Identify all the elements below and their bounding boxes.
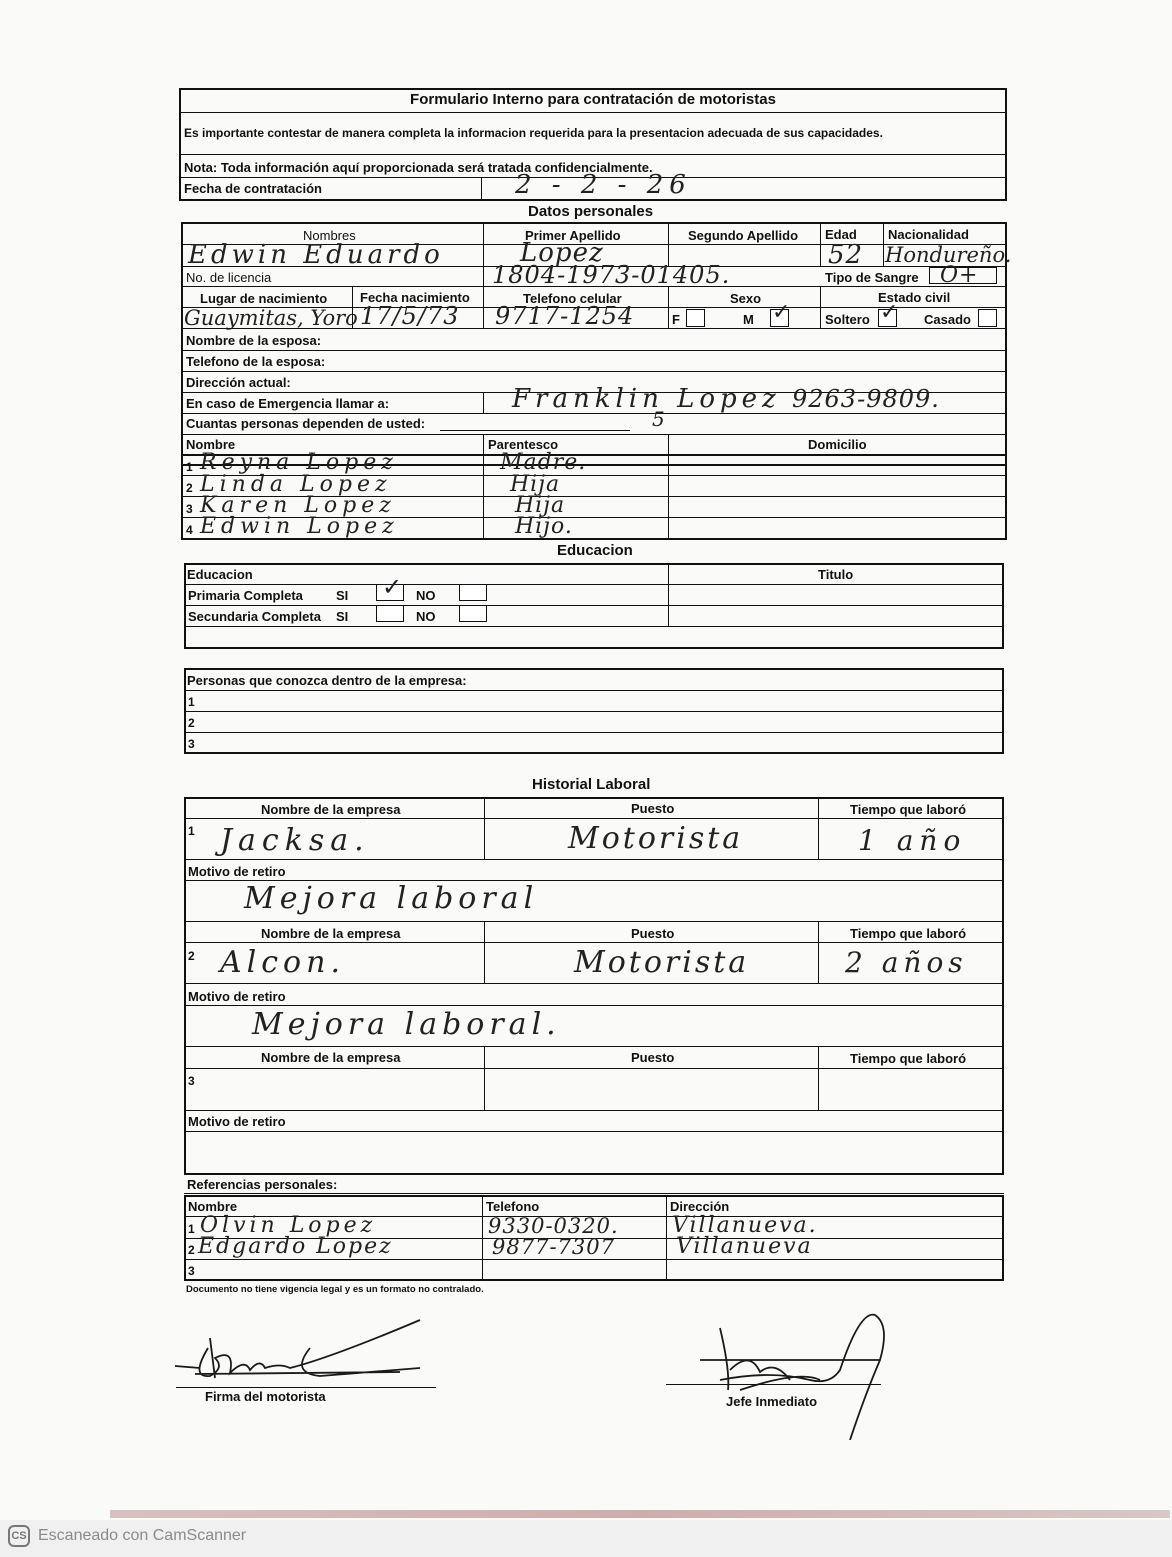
married-label: Casado [924, 312, 971, 327]
license-value: 1804-1973-01405. [492, 261, 731, 289]
form-title: Formulario Interno para contratación de motoristas [410, 91, 776, 108]
education-section-title: Educacion [557, 542, 633, 559]
acquaintance-row-number: 2 [188, 716, 195, 730]
dependent-row-number: 4 [186, 523, 193, 537]
position-header: Puesto [631, 801, 675, 816]
job-reason: Mejora laboral. [252, 1007, 561, 1042]
sex-header: Sexo [730, 291, 762, 306]
acquaintance-row-number: 3 [188, 737, 195, 751]
names-value: Edwin Eduardo [188, 240, 444, 270]
camscanner-icon: CS [8, 1525, 30, 1547]
primary-label: Primaria Completa [188, 588, 303, 603]
reference-row-number: 3 [188, 1264, 195, 1278]
reference-row-number: 2 [188, 1243, 195, 1257]
primary-yes-label: SI [336, 588, 349, 603]
time-header: Tiempo que laboró [850, 926, 967, 941]
dependents-relation-header: Parentesco [488, 437, 559, 452]
dependent-row-number: 2 [186, 481, 193, 495]
supervisor-signature [660, 1300, 910, 1440]
driver-signature-label: Firma del motorista [205, 1389, 326, 1404]
blood-type-value: O+ [940, 263, 979, 288]
education-header: Educacion [187, 567, 253, 582]
reference-name: Olvin Lopez [200, 1213, 377, 1238]
secondary-yes-checkbox[interactable] [376, 605, 404, 622]
references-name-header: Nombre [188, 1199, 238, 1214]
dependent-name: Karen Lopez [200, 493, 396, 518]
time-header: Tiempo que laboró [850, 1051, 967, 1066]
dependent-name: Linda Lopez [200, 472, 392, 497]
references-phone-header: Telefono [486, 1199, 540, 1214]
phone-header: Telefono celular [523, 291, 622, 306]
sex-f-checkbox[interactable] [686, 309, 705, 327]
reference-address: Villanueva [676, 1234, 813, 1259]
emergency-contact-value: Franklin Lopez [512, 384, 781, 414]
secondary-yes-label: SI [336, 609, 349, 624]
position-header: Puesto [631, 926, 675, 941]
birthdate-value: 17/5/73 [360, 302, 460, 330]
instructions-text: Es importante contestar de manera completa la informacion requerida para la presentacion adecuada de sus capacidades. [184, 126, 883, 140]
first-surname-header: Primer Apellido [525, 228, 621, 243]
second-surname-header: Segundo Apellido [688, 228, 799, 243]
dependents-address-header: Domicilio [808, 437, 867, 452]
dependent-relation: Hija [510, 472, 561, 497]
married-checkbox[interactable] [978, 309, 997, 327]
reference-phone: 9877-7307 [492, 1235, 615, 1259]
job-position: Motorista [568, 821, 744, 856]
age-header: Edad [825, 227, 857, 242]
secondary-label: Secundaria Completa [188, 609, 321, 624]
company-header: Nombre de la empresa [261, 1050, 401, 1065]
supervisor-signature-label: Jefe Inmediato [726, 1394, 818, 1409]
scanner-watermark: Escaneado con CamScanner [38, 1527, 247, 1544]
acquaintance-row-number: 1 [188, 695, 195, 709]
sex-m-label: M [743, 312, 754, 327]
dependent-name: Reyna Lopez [200, 450, 398, 475]
names-header: Nombres [303, 228, 356, 243]
acquaintances-label: Personas que conozca dentro de la empresa: [187, 673, 467, 688]
job-reason: Mejora laboral [244, 881, 539, 916]
legal-disclaimer: Documento no tiene vigencia legal y es un formato no contralado. [186, 1284, 484, 1295]
civil-status-header: Estado civil [878, 290, 951, 305]
birthplace-header: Lugar de nacimiento [200, 291, 328, 306]
job-company: Alcon. [220, 945, 345, 980]
current-address-label: Dirección actual: [186, 375, 291, 390]
blood-type-label: Tipo de Sangre [825, 270, 919, 285]
job-time: 1 año [858, 824, 967, 857]
personal-section-title: Datos personales [528, 203, 654, 220]
dependent-row-number: 1 [186, 460, 193, 474]
title-header: Titulo [818, 567, 854, 582]
company-header: Nombre de la empresa [261, 926, 401, 941]
age-value: 52 [828, 240, 864, 270]
reference-phone: 9330-0320. [488, 1214, 619, 1238]
dependent-name: Edwin Lopez [200, 514, 399, 539]
single-label: Soltero [825, 312, 870, 327]
license-label: No. de licencia [186, 270, 272, 285]
emergency-contact-label: En caso de Emergencia llamar a: [186, 396, 390, 411]
reference-address: Villanueva. [672, 1213, 818, 1238]
sex-m-checkmark: ✓ [772, 299, 791, 324]
dependent-relation: Hijo. [515, 514, 573, 539]
work-history-section-title: Historial Laboral [532, 776, 651, 793]
job-number: 3 [188, 1074, 195, 1088]
secondary-no-checkbox[interactable] [459, 605, 487, 622]
references-address-header: Dirección [670, 1199, 730, 1214]
sex-f-label: F [672, 312, 680, 327]
references-label: Referencias personales: [187, 1177, 338, 1192]
spouse-name-label: Nombre de la esposa: [186, 333, 322, 348]
primary-no-checkbox[interactable] [459, 584, 487, 601]
spouse-phone-label: Telefono de la esposa: [186, 354, 326, 369]
company-header: Nombre de la empresa [261, 802, 401, 817]
position-header: Puesto [631, 1050, 675, 1065]
job-position: Motorista [574, 945, 750, 980]
secondary-no-label: NO [416, 609, 436, 624]
driver-signature [170, 1318, 440, 1388]
job-number: 1 [188, 824, 195, 838]
dependents-label: Cuantas personas dependen de usted: [186, 416, 426, 431]
education-box [184, 563, 1004, 649]
nationality-value: Hondureño. [885, 243, 1012, 267]
phone-value: 9717-1254 [495, 302, 635, 330]
dependent-relation: Madre. [500, 450, 587, 475]
reason-label: Motivo de retiro [188, 989, 286, 1004]
first-surname-value: Lopez [520, 238, 604, 268]
job-company: Jacksa. [220, 823, 370, 858]
time-header: Tiempo que laboró [850, 802, 967, 817]
birthplace-value: Guaymitas, Yoro [184, 306, 358, 330]
single-checkmark: ✓ [880, 299, 899, 324]
job-time: 2 años [845, 946, 968, 979]
reference-name: Edgardo Lopez [198, 1234, 393, 1259]
reason-label: Motivo de retiro [188, 1114, 286, 1129]
birthdate-header: Fecha nacimiento [360, 290, 470, 305]
dependents-name-header: Nombre [186, 437, 236, 452]
dependent-row-number: 3 [186, 502, 193, 516]
hire-date-label: Fecha de contratación [184, 181, 322, 196]
primary-no-label: NO [416, 588, 436, 603]
reference-row-number: 1 [188, 1222, 195, 1236]
note-text: Nota: Toda información aquí proporcionada será tratada confidencialmente. [184, 160, 653, 175]
nationality-header: Nacionalidad [888, 227, 969, 242]
emergency-phone-value: 9263-9809. [792, 385, 940, 413]
job-number: 2 [188, 949, 195, 963]
hire-date-value: 2 - 2 - 26 [515, 170, 692, 200]
primary-yes-checkmark: ✓ [382, 574, 403, 601]
reason-label: Motivo de retiro [188, 864, 286, 879]
dependents-value: 5 [652, 407, 666, 431]
scan-edge-stripe [110, 1510, 1170, 1518]
dependent-relation: Hija [515, 493, 566, 518]
